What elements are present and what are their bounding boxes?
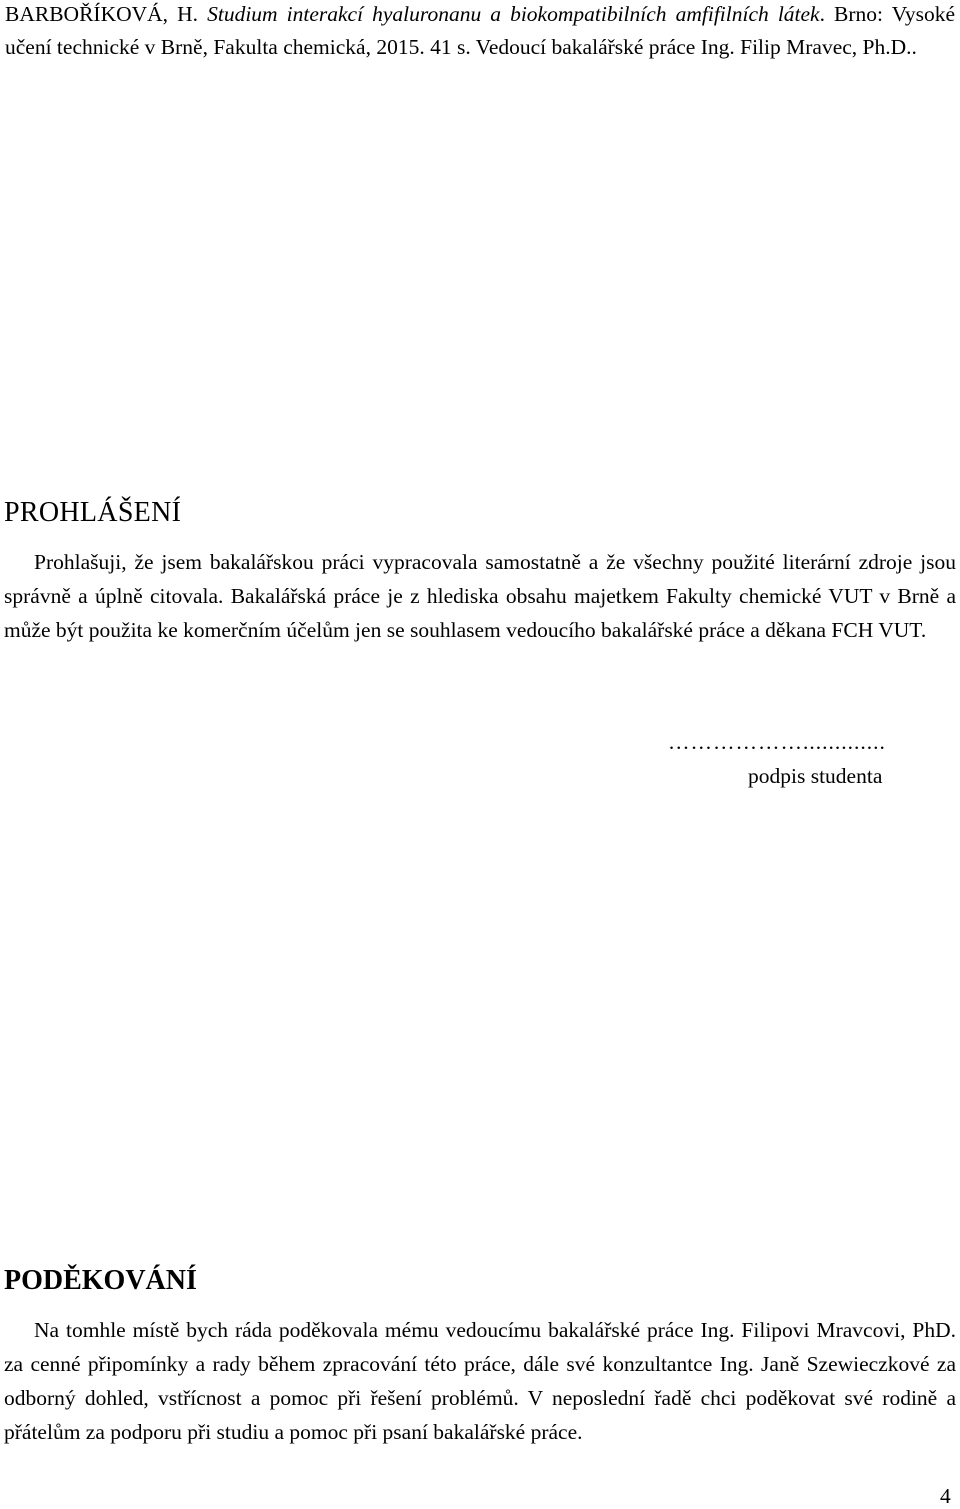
declaration-text: Prohlašuji, že jsem bakalářskou práci vypracovala samostatně a že všechny použité literární zdroje jsou správně a úplně citovala. Bakalářská práce je z hlediska obsahu majetkem Fakulty chemické VUT v Brně a může být použita ke komerčním účelům jen se souhlasem vedoucího bakalářské práce a děkana FCH VUT. bbox=[4, 550, 956, 642]
acknowledgement-paragraph bbox=[4, 1313, 956, 1449]
citation-authors: BARBOŘÍKOVÁ, H. bbox=[5, 2, 208, 26]
citation-title: Studium interakcí hyaluronanu a biokompatibilních amfifilních látek bbox=[207, 2, 820, 26]
acknowledgement-text: Na tomhle místě bych ráda poděkovala mému vedoucímu bakalářské práce Ing. Filipovi Mravcovi, PhD. za cenné připomínky a rady během zpracování této práce, dále své konzultantce Ing. Janě Szewieczkové za odborný dohled, vstřícnost a pomoc při řešení problémů. V neposlední řadě chci poděkovat své rodině a přátelům za podporu při studiu a pomoc při psaní bakalářské práce. bbox=[4, 1318, 956, 1444]
declaration-heading: PROHLÁŠENÍ bbox=[4, 497, 182, 528]
page-number: 4 bbox=[940, 1484, 951, 1508]
signature-label: podpis studenta bbox=[748, 764, 883, 788]
signature-line: ………………............. bbox=[668, 730, 886, 754]
acknowledgement-heading: PODĚKOVÁNÍ bbox=[4, 1265, 197, 1296]
declaration-paragraph bbox=[4, 545, 956, 647]
bibliographic-citation bbox=[5, 0, 955, 64]
citation-details: . Brno: Vysoké učení technické v Brně, Fakulta chemická, 2015. 41 s. Vedoucí bakalářské práce Ing. Filip Mravec, Ph.D.. bbox=[5, 2, 956, 59]
